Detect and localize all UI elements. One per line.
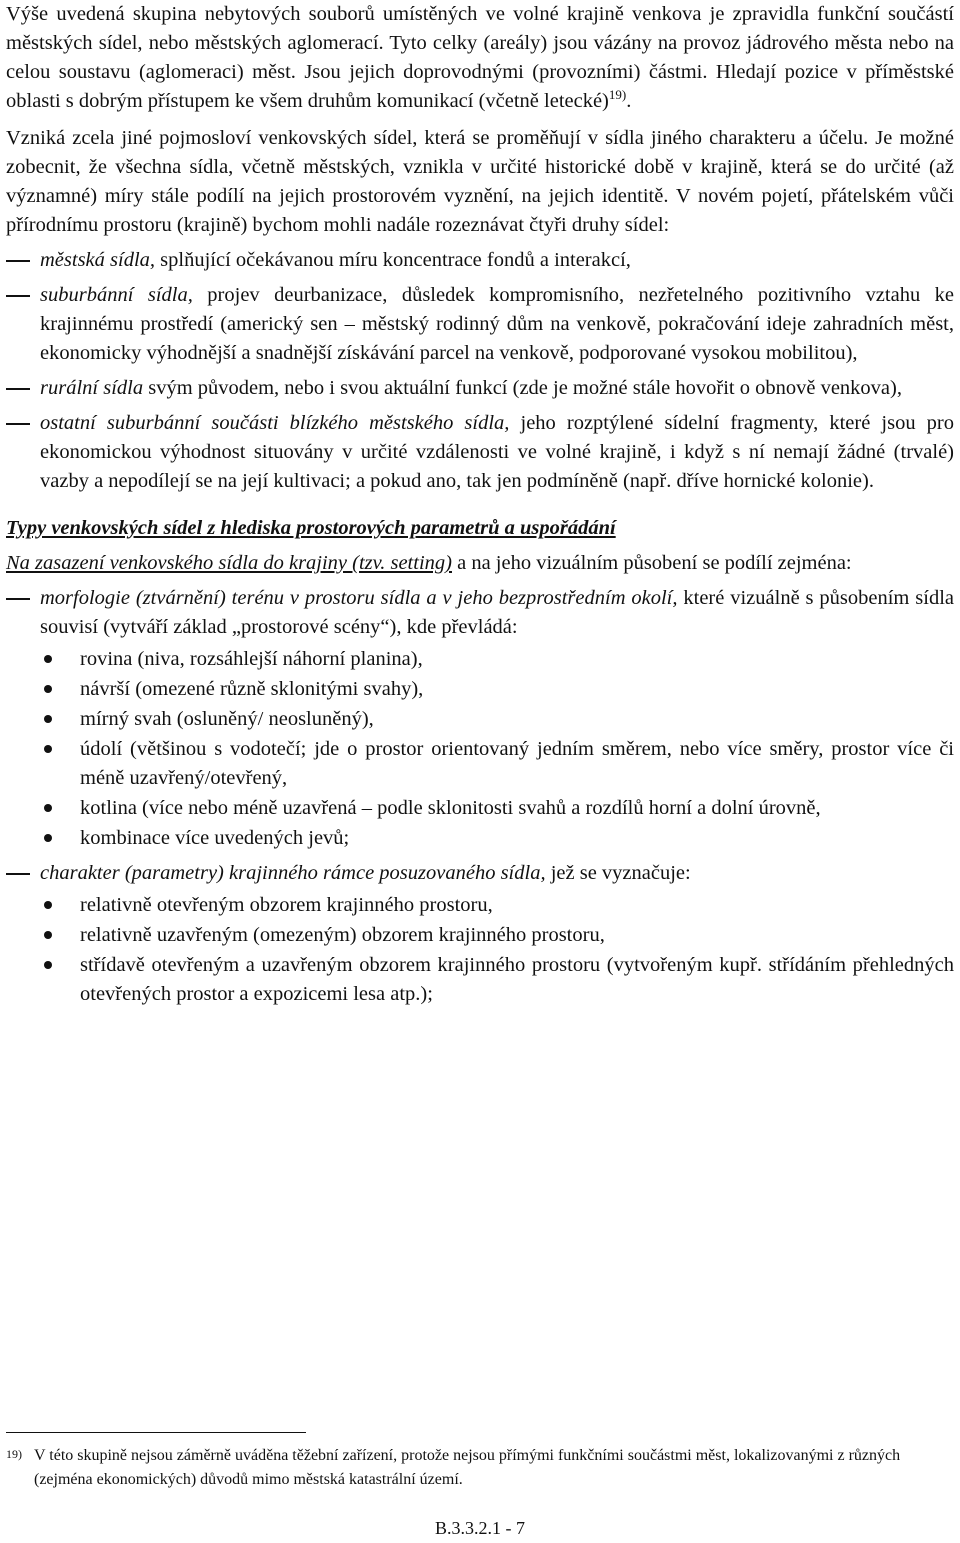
page-number: B.3.3.2.1 - 7 [435, 1518, 525, 1538]
bullet-item: návrší (omezené různě sklonitými svahy), [6, 675, 954, 704]
document-page [6, 0, 954, 1010]
paragraph-setting-intro: Na zasazení venkovského sídla do krajiny (tzv. setting) a na jeho vizuálním působení se podílí zejména: [6, 552, 852, 574]
list-item: suburbánní sídla, projev deurbanizace, důsledek kompromisního, nezřetelného pozitivního vztahu ke krajinnému prostředí (americký sen – městský rodinný dům na venkově, pokračování ideje zahradních měst, ekonomicky výhodnější a snadnější získávání parcel na venkově, podporované vysokou mobilitou), [6, 281, 954, 368]
paragraph-intro: Výše uvedená skupina nebytových souborů umístěných ve volné krajině venkova je zpravidla funkční součástí městských sídel, nebo městských aglomerací. Tyto celky (areály) jsou vázány na provoz jádrového města nebo na celou soustavu (aglomeraci) měst. Jsou jejich doprovodnými (provozními) částmi. Hledají pozice v příměstské oblasti s dobrým přístupem ke všem druhům komunikací (včetně letecké)$^{19)}$. [6, 3, 954, 112]
section-heading: Typy venkovských sídel z hlediska prostorových parametrů a uspořádání [6, 517, 616, 539]
settlement-types-list [6, 246, 954, 496]
footnote-mark: 19) [6, 1447, 22, 1461]
list-item: charakter (parametry) krajinného rámce posuzovaného sídla, jež se vyznačuje: [6, 859, 954, 888]
factors-list-2 [6, 859, 954, 888]
list-item: rurální sídla svým původem, nebo i svou aktuální funkcí (zde je možné stále hovořit o obnově venkova), [6, 374, 954, 403]
terrain-bullet-list [6, 645, 954, 853]
factors-list [6, 584, 954, 642]
bullet-item: mírný svah (osluněný/ neosluněný), [6, 705, 954, 734]
footnote-separator [6, 1432, 306, 1433]
footnote-reference[interactable]: 19) [608, 87, 627, 102]
list-item: morfologie (ztvárnění) terénu v prostoru sídla a v jeho bezprostředním okolí, které vizuálně s působením sídla souvisí (vytváří základ „prostorové scény“), kde převládá: [6, 584, 954, 642]
footnote [6, 1444, 954, 1492]
bullet-item: kotlina (více nebo méně uzavřená – podle sklonitosti svahů a rozdílů horní a dolní úrovně, [6, 794, 954, 823]
list-item: městská sídla, splňující očekávanou míru koncentrace fondů a interakcí, [6, 246, 954, 275]
bullet-item: střídavě otevřeným a uzavřeným obzorem krajinného prostoru (vytvořeným kupř. střídáním přehledných otevřených prostor a expozicemi lesa atp.); [6, 951, 954, 1009]
bullet-item: relativně otevřeným obzorem krajinného prostoru, [6, 891, 954, 920]
landscape-frame-bullet-list [6, 891, 954, 1009]
bullet-item: relativně uzavřeným (omezeným) obzorem krajinného prostoru, [6, 921, 954, 950]
bullet-item: kombinace více uvedených jevů; [6, 824, 954, 853]
paragraph-settlement-types: Vzniká zcela jiné pojmosloví venkovských sídel, která se proměňují v sídla jiného charakteru a účelu. Je možné zobecnit, že všechna sídla, včetně městských, vznikla v určité historické době v krajině, která se do určité (až významné) míry stále podílí na jejich prostorovém vyznění, na jejich identitě. V novém pojetí, přátelském vůči přírodnímu prostoru (krajině) bychom mohli nadále rozeznávat čtyři druhy sídel: [6, 127, 954, 236]
bullet-item: rovina (niva, rozsáhlejší náhorní planina), [6, 645, 954, 674]
footnote-text: V této skupině nejsou záměrně uváděna těžební zařízení, protože nejsou přímými funkčními součástmi měst, lokalizovanými z různých (zejména ekonomických) důvodů mimo městská katastrální území. [34, 1447, 901, 1488]
list-item: ostatní suburbánní součásti blízkého městského sídla, jeho rozptýlené sídelní fragmenty, které jsou pro ekonomickou výhodnost situovány v určité vzdálenosti ve volné krajině, i když s ní nemají žádné (trvalé) vazby a nepodílejí se na její kultivaci; a pokud ano, tak jen podmíněně (např. dříve hornické kolonie). [6, 409, 954, 496]
bullet-item: údolí (většinou s vodotečí; jde o prostor orientovaný jedním směrem, nebo více směry, prostor více či méně uzavřený/otevřený, [6, 735, 954, 793]
